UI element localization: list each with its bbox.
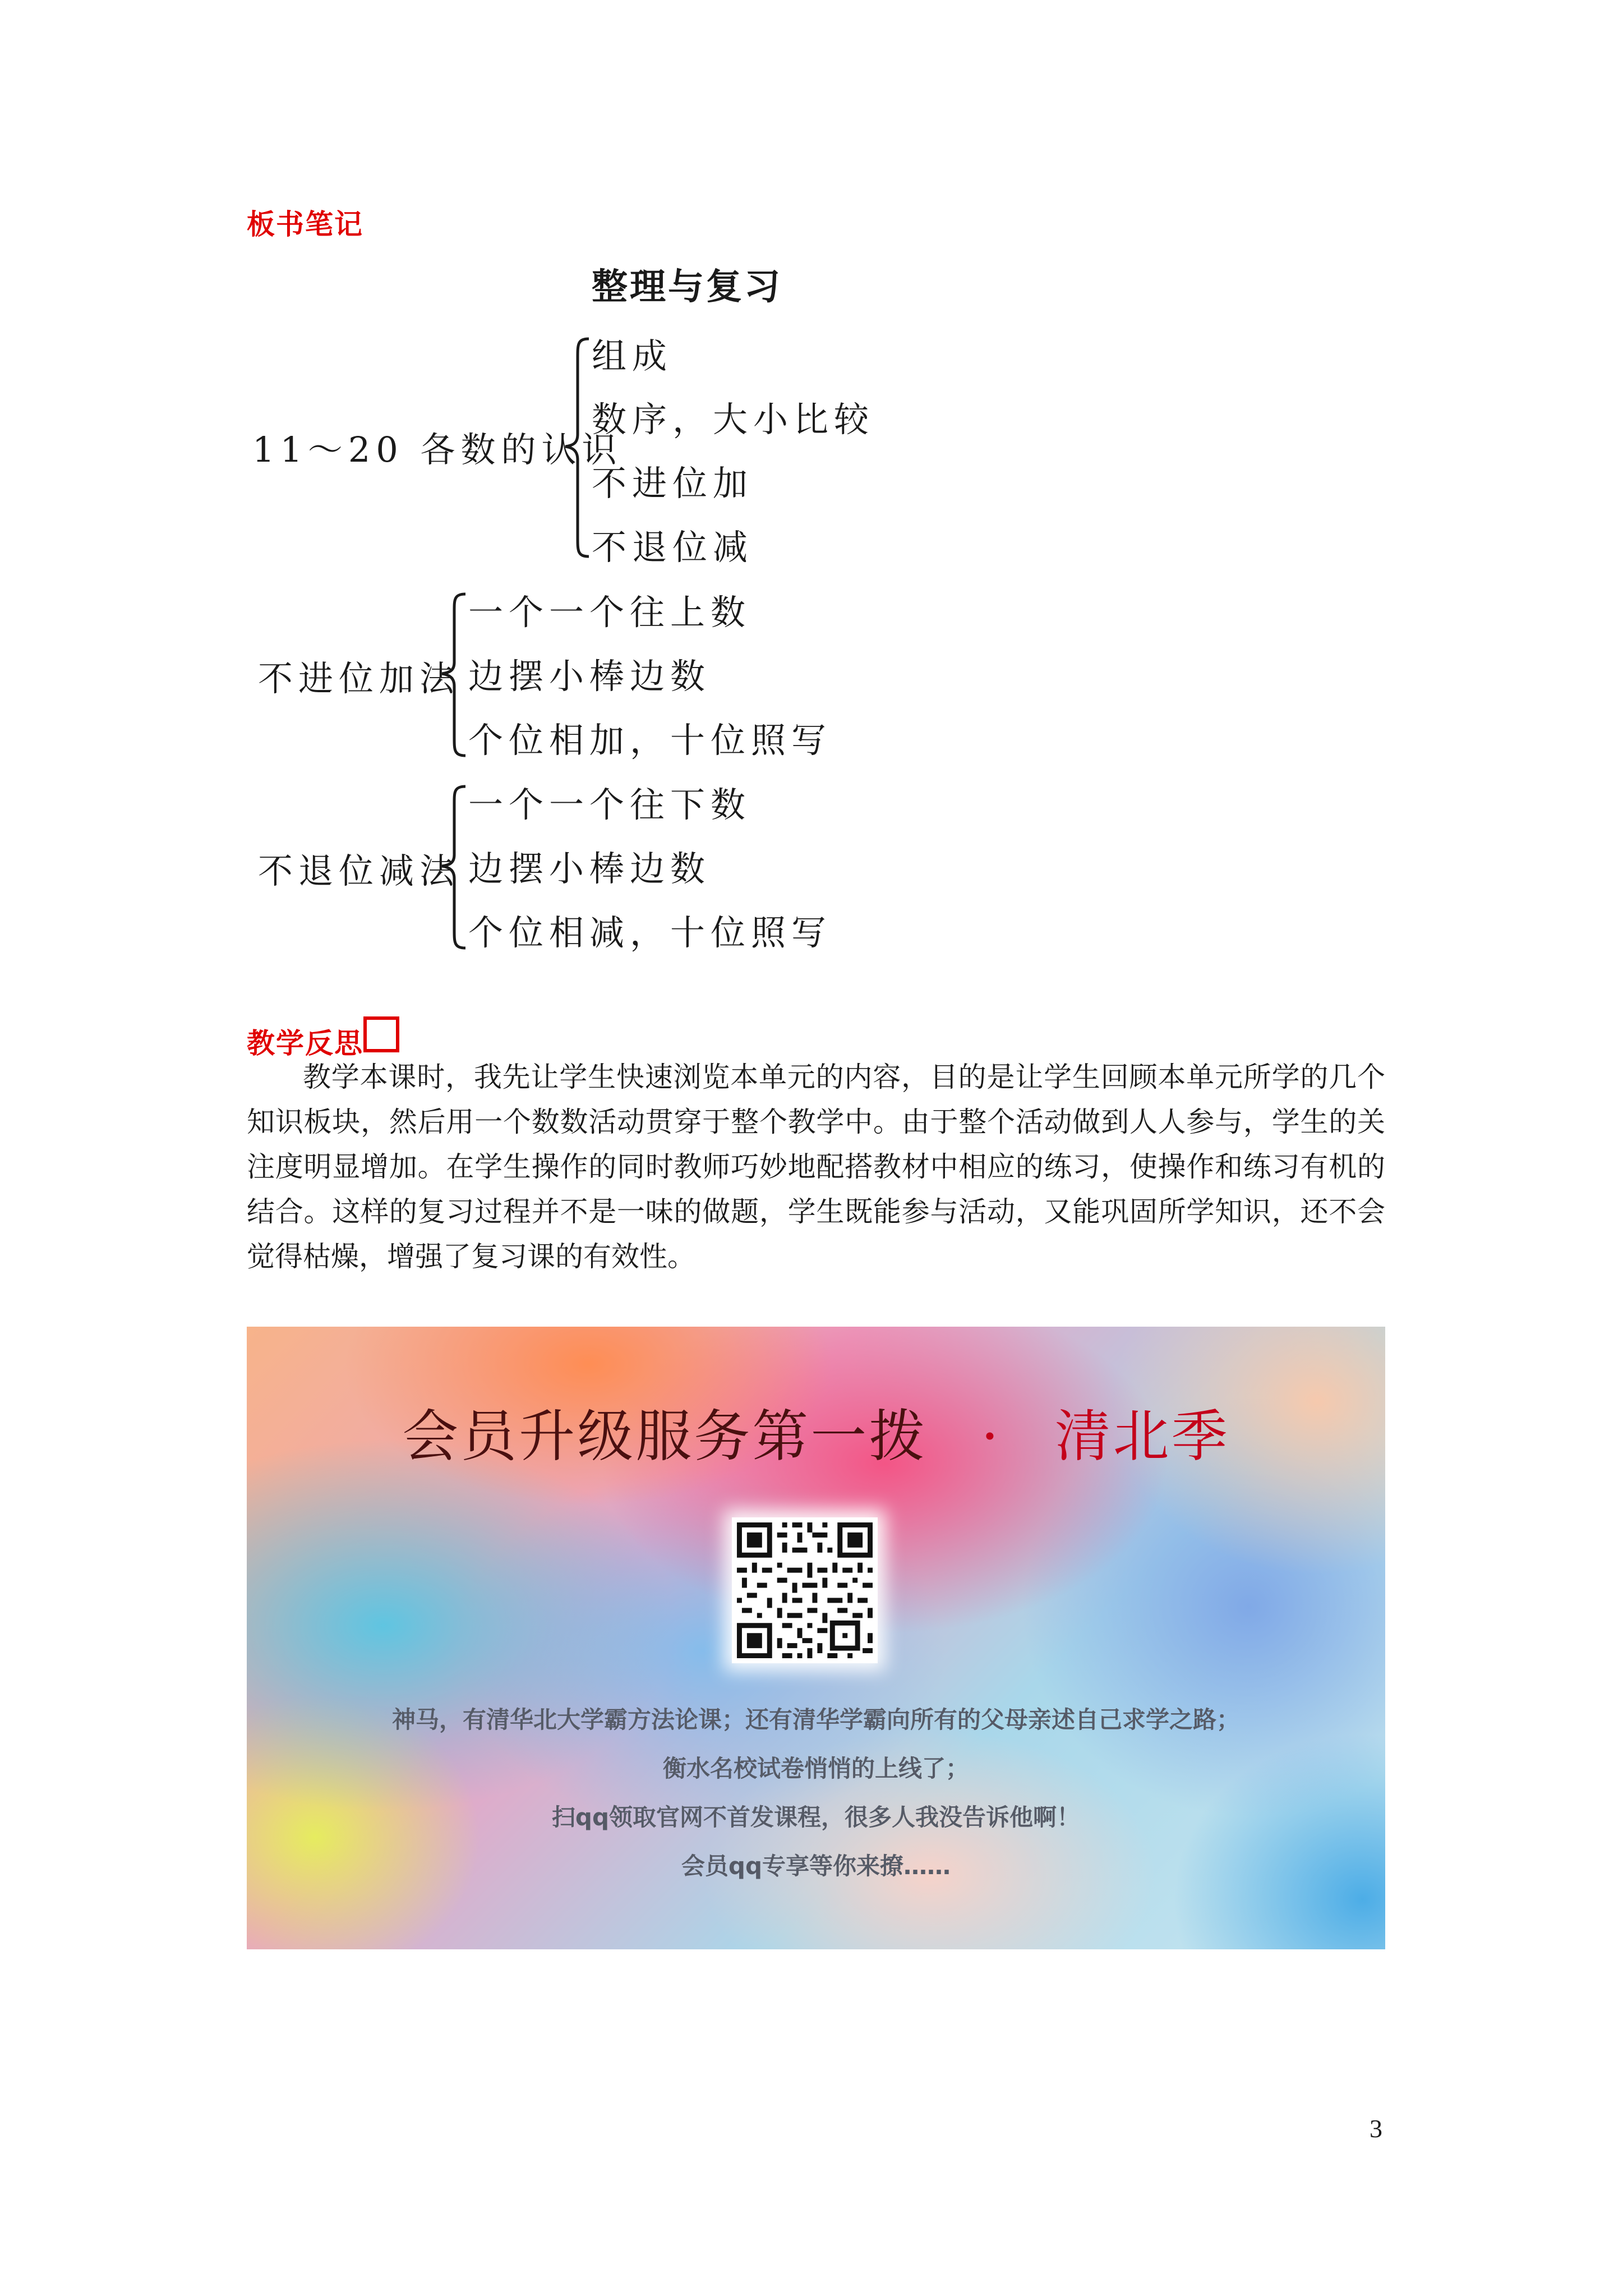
item-composition: 组成 [592, 335, 673, 376]
brace-group-2 [437, 591, 471, 759]
reflection-box-marker [363, 1016, 399, 1052]
brace-group-3 [437, 783, 471, 951]
qr-code-icon[interactable] [732, 1517, 878, 1663]
group-label-subtraction: 不退位减法 [258, 850, 460, 891]
reflection-heading: 教学反思 [247, 1027, 363, 1060]
item-order-compare: 数序，大小比较 [592, 399, 875, 440]
page-number: 3 [1370, 2114, 1382, 2143]
banner-line-4: 会员qq专享等你来撩…… [681, 1852, 951, 1880]
item-sticks-count-sub: 边摆小棒边数 [468, 848, 711, 889]
promo-banner [247, 1327, 1385, 1949]
banner-title-part2: 清北季 [1054, 1404, 1230, 1469]
banner-line-1: 神马，有清华北大学霸方法论课；还有清华学霸向所有的父母亲述自己求学之路； [391, 1706, 1240, 1733]
item-ones-sub: 个位相减，十位照写 [468, 912, 832, 953]
item-sticks-count-add: 边摆小棒边数 [468, 656, 711, 697]
banner-title-separator: · [981, 1404, 1001, 1469]
item-count-down: 一个一个往下数 [468, 784, 751, 825]
item-no-borrow-sub: 不退位减 [592, 527, 754, 568]
board-notes-heading: 板书笔记 [247, 208, 363, 241]
banner-line-2: 衡水名校试卷悄悄的上线了； [662, 1755, 969, 1782]
brace-group-1 [561, 335, 594, 560]
qr-code-graphic [732, 1517, 878, 1663]
board-title: 整理与复习 [592, 266, 782, 308]
banner-line-3: 扫qq领取官网不首发课程，很多人我没告诉他啊！ [551, 1803, 1081, 1831]
group-label-addition: 不进位加法 [258, 658, 460, 699]
banner-title-part1: 会员升级服务第一拨 [402, 1404, 928, 1469]
reflection-paragraph: 教学本课时，我先让学生快速浏览本单元的内容，目的是让学生回顾本单元所学的几个知识板块，然后用一个数数活动贯穿于整个教学中。由于整个活动做到人人参与，学生的关注度明显增加。在学生操作的同时教师巧妙地配搭教材中相应的练习，使操作和练习有机的结合。这样的复习过程并不是一味的做题，学生既能参与活动，又能巩固所学知识，还不会觉得枯燥，增强了复习课的有效性。 [247, 1061, 1385, 1273]
item-no-carry-add: 不进位加 [592, 463, 754, 504]
item-ones-add: 个位相加，十位照写 [468, 720, 832, 761]
banner-title [247, 1391, 1385, 1472]
group-label-recognition: 11～20 各数的认识 [252, 429, 623, 470]
item-count-up: 一个一个往上数 [468, 592, 751, 633]
